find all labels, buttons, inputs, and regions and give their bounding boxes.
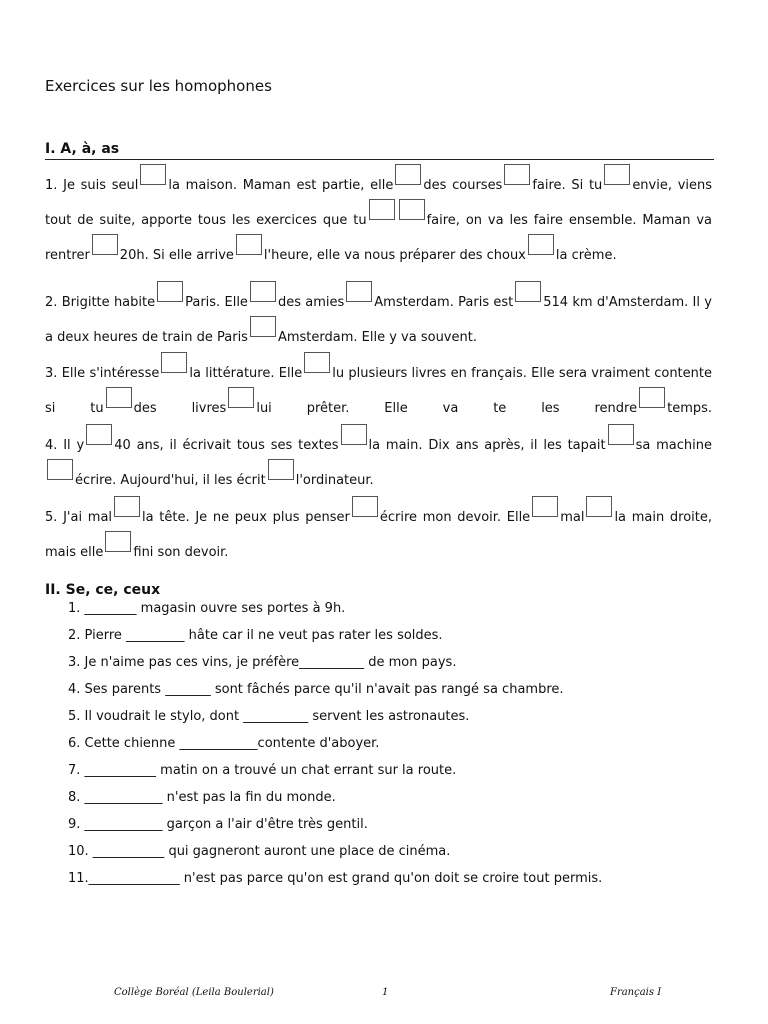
footer-right: Français I — [610, 987, 662, 998]
paragraph-text: écrire. Aujourd'hui, il les écrit — [75, 473, 266, 488]
footer-page-number: 1 — [382, 987, 389, 998]
paragraph-text: l'heure, elle va nous préparer des choux — [263, 248, 526, 263]
paragraph-text: 2. Brigitte habite — [45, 295, 156, 310]
paragraph-text: lui prêter. Elle va te les rendre — [256, 401, 638, 416]
exercise-4-paragraph — [45, 424, 712, 494]
answer-box[interactable] — [304, 352, 330, 373]
exercise-2-paragraph — [45, 281, 712, 351]
answer-box[interactable] — [604, 164, 630, 185]
answer-box[interactable] — [236, 234, 262, 255]
list-item: 9. ____________ garçon a l'air d'être très gentil. — [68, 817, 368, 832]
paragraph-text: Paris. Elle — [185, 295, 248, 310]
paragraph-text: des courses — [423, 178, 503, 193]
paragraph-text: sa machine — [635, 438, 712, 453]
paragraph-text: faire. Si tu — [532, 178, 603, 193]
paragraph-text: la maison. Maman est partie, elle — [168, 178, 394, 193]
answer-box[interactable] — [341, 424, 367, 445]
answer-box[interactable] — [250, 316, 276, 337]
paragraph-text: 5. J'ai mal — [45, 510, 113, 525]
answer-box[interactable] — [92, 234, 118, 255]
list-item: 8. ____________ n'est pas la fin du monde. — [68, 790, 336, 805]
answer-box[interactable] — [114, 496, 140, 517]
section-2-heading: II. Se, ce, ceux — [45, 582, 161, 598]
paragraph-text: fini son devoir. — [133, 545, 229, 560]
paragraph-text: la main. Dix ans après, il les tapait — [368, 438, 606, 453]
paragraph-text: 1. Je suis seul — [45, 178, 139, 193]
section-1-heading: I. A, à, as — [45, 141, 714, 160]
answer-box[interactable] — [105, 531, 131, 552]
answer-box[interactable] — [268, 459, 294, 480]
section-2-list — [68, 598, 728, 895]
paragraph-text: lu plusieurs livres en français. Elle sera vraiment contente si tu — [45, 366, 712, 416]
answer-box[interactable] — [528, 234, 554, 255]
paragraph-text: Amsterdam. Paris est — [374, 295, 514, 310]
paragraph-text: envie, viens tout de suite, apporte tous les exercices que tu — [45, 178, 713, 228]
answer-box[interactable] — [106, 387, 132, 408]
paragraph-text: la crème. — [555, 248, 617, 263]
paragraph-text: 3. Elle s'intéresse — [45, 366, 160, 381]
answer-box[interactable] — [228, 387, 254, 408]
paragraph-text: écrire mon devoir. Elle — [379, 510, 531, 525]
footer-left: Collège Boréal (Leila Boulerial) — [114, 987, 274, 998]
paragraph-text: 40 ans, il écrivait tous ses textes — [114, 438, 339, 453]
answer-box[interactable] — [586, 496, 612, 517]
answer-box[interactable] — [346, 281, 372, 302]
paragraph-text: temps. — [667, 401, 713, 416]
list-item: 3. Je n'aime pas ces vins, je préfère__________ de mon pays. — [68, 655, 457, 670]
list-item: 4. Ses parents _______ sont fâchés parce qu'il n'avait pas rangé sa chambre. — [68, 682, 564, 697]
answer-box[interactable] — [157, 281, 183, 302]
paragraph-text: mal — [560, 510, 585, 525]
list-item: 7. ___________ matin on a trouvé un chat errant sur la route. — [68, 763, 457, 778]
list-item: 1. ________ magasin ouvre ses portes à 9h. — [68, 601, 346, 616]
answer-box[interactable] — [161, 352, 187, 373]
paragraph-text: des amies — [277, 295, 345, 310]
answer-box[interactable] — [639, 387, 665, 408]
answer-box[interactable] — [395, 164, 421, 185]
list-item: 5. Il voudrait le stylo, dont __________ servent les astronautes. — [68, 709, 470, 724]
paragraph-text: la main droite, mais elle — [45, 510, 712, 560]
paragraph-text: la littérature. Elle — [189, 366, 303, 381]
list-item: 2. Pierre _________ hâte car il ne veut pas rater les soldes. — [68, 628, 443, 643]
answer-box[interactable] — [352, 496, 378, 517]
list-item: 10. ___________ qui gagneront auront une place de cinéma. — [68, 844, 451, 859]
answer-box[interactable] — [250, 281, 276, 302]
answer-box[interactable] — [140, 164, 166, 185]
paragraph-text: l'ordinateur. — [295, 473, 374, 488]
answer-box[interactable] — [86, 424, 112, 445]
answer-box[interactable] — [369, 199, 395, 220]
answer-box[interactable] — [47, 459, 73, 480]
answer-box[interactable] — [608, 424, 634, 445]
paragraph-text: 4. Il y — [45, 438, 85, 453]
page-title: Exercices sur les homophones — [45, 77, 272, 95]
exercise-5-paragraph — [45, 496, 712, 566]
exercise-1-paragraph — [45, 164, 712, 269]
list-item: 6. Cette chienne ____________contente d'aboyer. — [68, 736, 380, 751]
paragraph-text: Amsterdam. Elle y va souvent. — [277, 330, 477, 345]
exercise-3-paragraph — [45, 352, 712, 422]
list-item: 11.______________ n'est pas parce qu'on est grand qu'on doit se croire tout permis. — [68, 871, 603, 886]
answer-box[interactable] — [399, 199, 425, 220]
answer-box[interactable] — [515, 281, 541, 302]
answer-box[interactable] — [532, 496, 558, 517]
paragraph-text: 514 km d'Amsterdam. Il y a deux heures de train de Paris — [45, 295, 713, 345]
paragraph-text: 20h. Si elle arrive — [119, 248, 234, 263]
answer-box[interactable] — [504, 164, 530, 185]
paragraph-text: des livres — [133, 401, 227, 416]
paragraph-text: faire, on va les faire ensemble. Maman va rentrer — [45, 213, 712, 263]
paragraph-text: la tête. Je ne peux plus penser — [142, 510, 350, 525]
